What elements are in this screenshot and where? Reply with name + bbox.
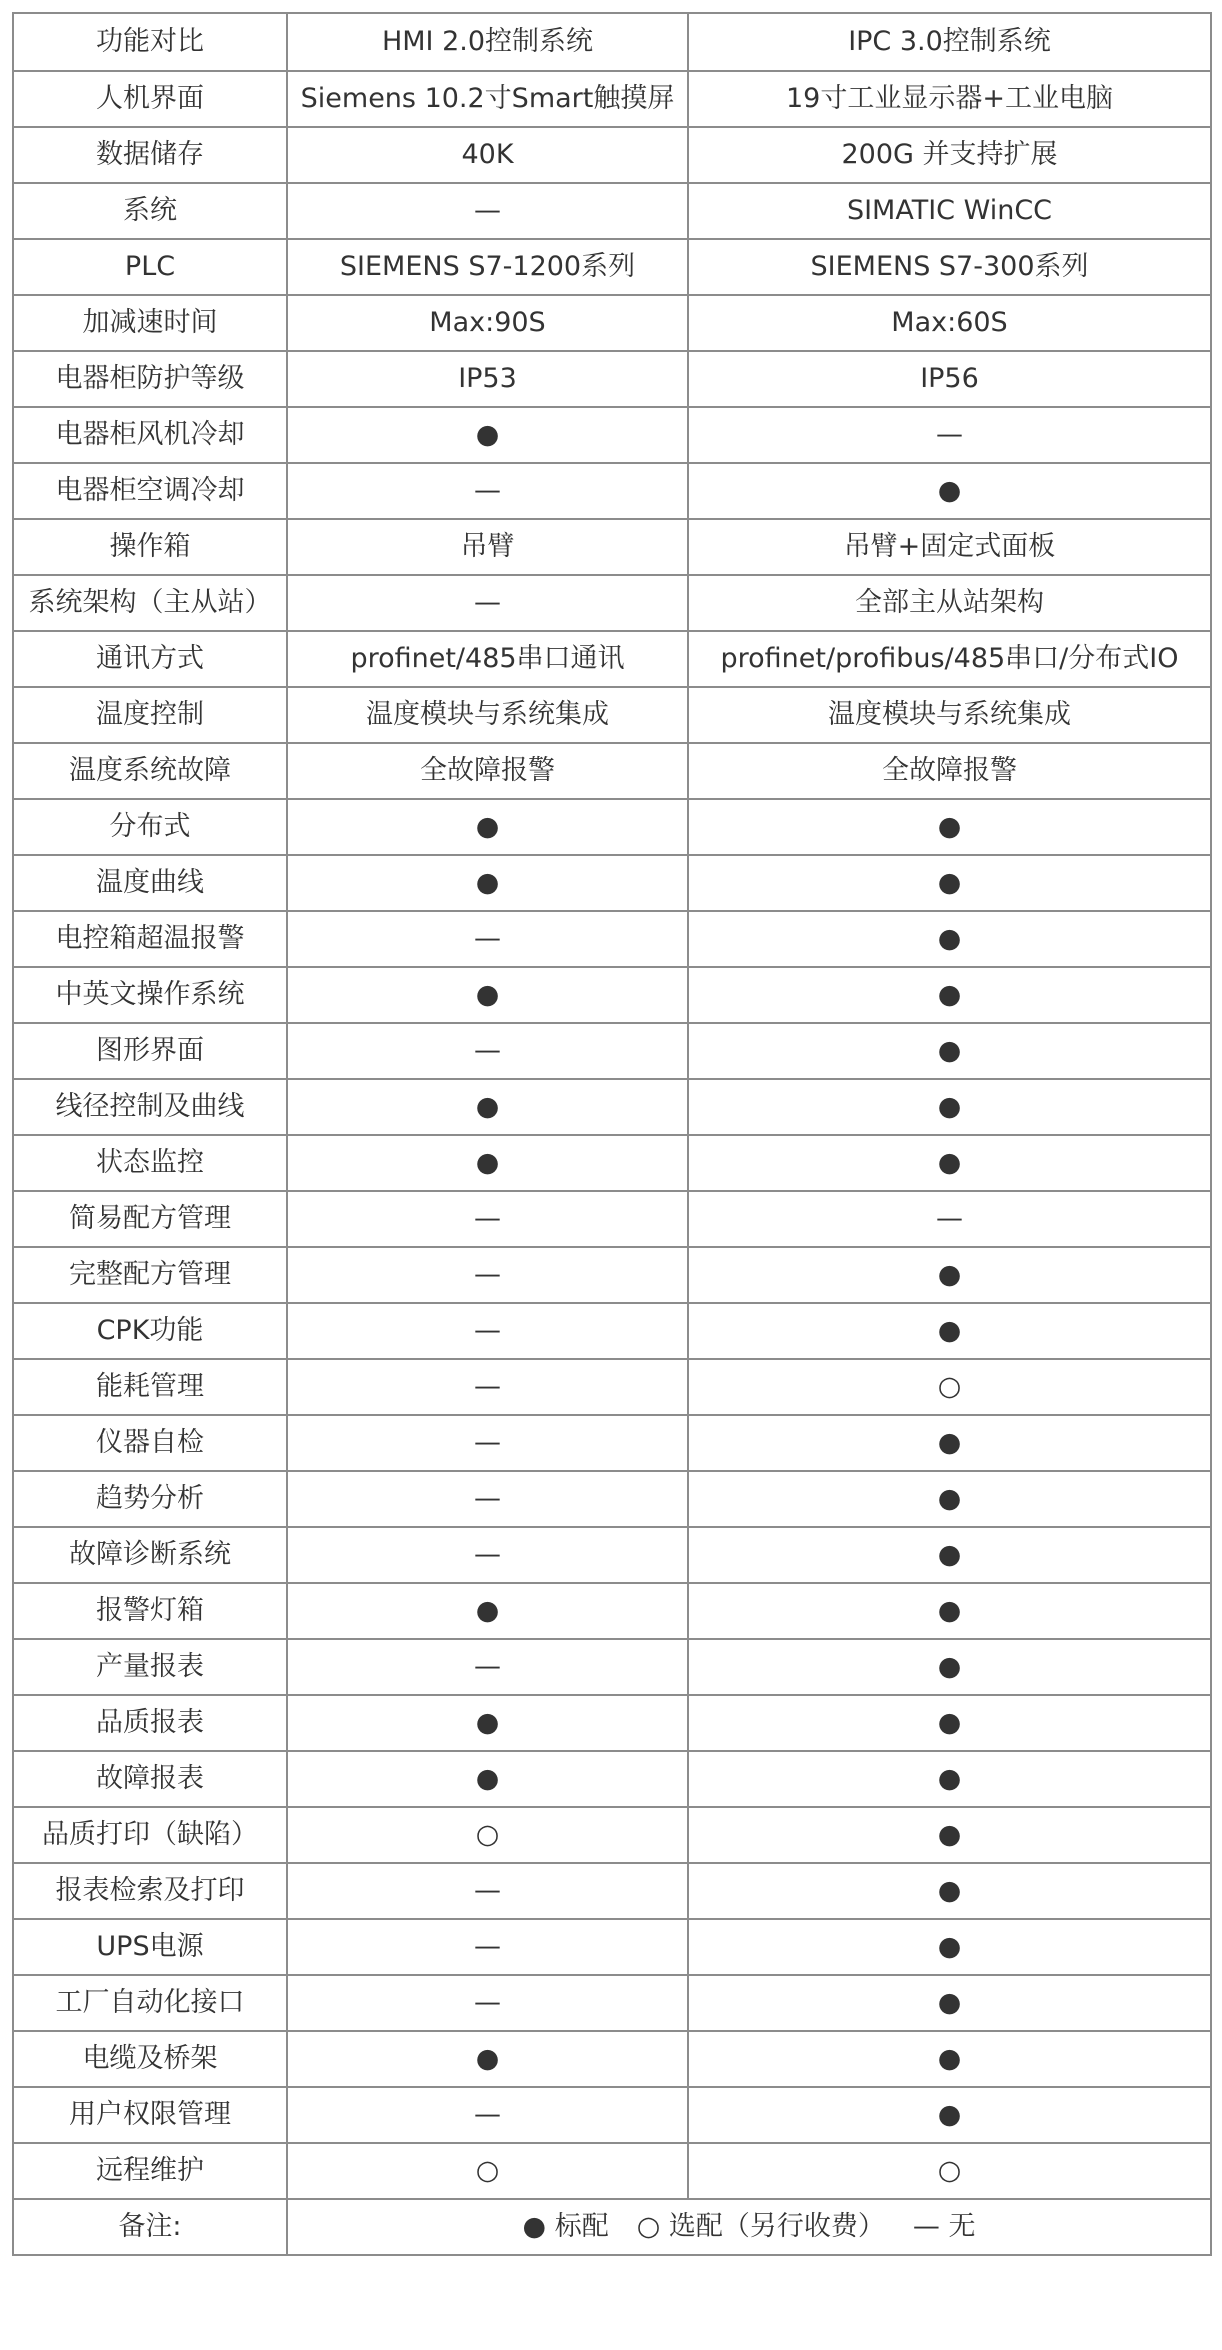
row-hmi-value: — — [287, 575, 688, 631]
table-row — [13, 1639, 1211, 1695]
row-feature: 报表检索及打印 — [13, 1863, 287, 1919]
row-ipc-value: 全故障报警 — [688, 743, 1211, 799]
row-feature: 简易配方管理 — [13, 1191, 287, 1247]
row-ipc-value: IP56 — [688, 351, 1211, 407]
legend-none: — 无 — [912, 2211, 976, 2242]
row-hmi-value: — — [287, 1863, 688, 1919]
table-row — [13, 687, 1211, 743]
comparison-table — [12, 12, 1212, 2256]
row-feature: 分布式 — [13, 799, 287, 855]
table-row — [13, 1807, 1211, 1863]
row-feature: 系统 — [13, 183, 287, 239]
table-row — [13, 1023, 1211, 1079]
row-hmi-value: ○ — [287, 1807, 688, 1863]
row-feature: CPK功能 — [13, 1303, 287, 1359]
row-feature: 远程维护 — [13, 2143, 287, 2199]
row-hmi-value: — — [287, 183, 688, 239]
row-feature: 系统架构（主从站） — [13, 575, 287, 631]
row-ipc-value: ● — [688, 911, 1211, 967]
row-ipc-value: 19寸工业显示器+工业电脑 — [688, 71, 1211, 127]
row-hmi-value: — — [287, 2087, 688, 2143]
table-row — [13, 295, 1211, 351]
header-ipc: IPC 3.0控制系统 — [688, 13, 1211, 71]
row-ipc-value: 全部主从站架构 — [688, 575, 1211, 631]
row-ipc-value: ● — [688, 1079, 1211, 1135]
row-ipc-value: ● — [688, 1303, 1211, 1359]
row-hmi-value: ● — [287, 2031, 688, 2087]
row-hmi-value: — — [287, 911, 688, 967]
row-hmi-value: ● — [287, 1583, 688, 1639]
row-hmi-value: ● — [287, 1695, 688, 1751]
row-hmi-value: — — [287, 1303, 688, 1359]
row-ipc-value: ● — [688, 1695, 1211, 1751]
footer-legend — [287, 2199, 1211, 2255]
row-hmi-value: 温度模块与系统集成 — [287, 687, 688, 743]
row-ipc-value: SIMATIC WinCC — [688, 183, 1211, 239]
table-row — [13, 1471, 1211, 1527]
table-row — [13, 2143, 1211, 2199]
legend-standard: ● 标配 — [522, 2211, 609, 2242]
row-feature: 完整配方管理 — [13, 1247, 287, 1303]
row-hmi-value: ● — [287, 799, 688, 855]
row-hmi-value: — — [287, 463, 688, 519]
table-row — [13, 799, 1211, 855]
table-row — [13, 1919, 1211, 1975]
row-hmi-value: ● — [287, 967, 688, 1023]
row-hmi-value: — — [287, 1247, 688, 1303]
row-ipc-value: ● — [688, 1471, 1211, 1527]
row-ipc-value: ● — [688, 1583, 1211, 1639]
row-hmi-value: ○ — [287, 2143, 688, 2199]
row-ipc-value: ● — [688, 1807, 1211, 1863]
row-ipc-value: ● — [688, 1639, 1211, 1695]
table-row — [13, 1079, 1211, 1135]
table-row — [13, 463, 1211, 519]
table-row — [13, 743, 1211, 799]
row-hmi-value: 吊臂 — [287, 519, 688, 575]
row-feature: 仪器自检 — [13, 1415, 287, 1471]
table-row — [13, 1135, 1211, 1191]
row-hmi-value: Siemens 10.2寸Smart触摸屏 — [287, 71, 688, 127]
row-ipc-value: Max:60S — [688, 295, 1211, 351]
table-row — [13, 1583, 1211, 1639]
row-ipc-value: ● — [688, 967, 1211, 1023]
row-ipc-value: ● — [688, 1023, 1211, 1079]
header-hmi: HMI 2.0控制系统 — [287, 13, 688, 71]
row-feature: PLC — [13, 239, 287, 295]
row-ipc-value: ○ — [688, 1359, 1211, 1415]
row-hmi-value: ● — [287, 855, 688, 911]
row-hmi-value: — — [287, 1975, 688, 2031]
row-ipc-value: ● — [688, 1247, 1211, 1303]
table-footer-row — [13, 2199, 1211, 2255]
row-feature: 中英文操作系统 — [13, 967, 287, 1023]
row-feature: 操作箱 — [13, 519, 287, 575]
table-row — [13, 631, 1211, 687]
header-feature: 功能对比 — [13, 13, 287, 71]
row-feature: 电控箱超温报警 — [13, 911, 287, 967]
row-feature: 电器柜空调冷却 — [13, 463, 287, 519]
row-hmi-value: — — [287, 1023, 688, 1079]
table-row — [13, 1359, 1211, 1415]
row-hmi-value: — — [287, 1527, 688, 1583]
table-row — [13, 1751, 1211, 1807]
row-feature: 加减速时间 — [13, 295, 287, 351]
footer-label: 备注: — [13, 2199, 287, 2255]
row-ipc-value: 吊臂+固定式面板 — [688, 519, 1211, 575]
row-feature: 温度控制 — [13, 687, 287, 743]
row-hmi-value: — — [287, 1359, 688, 1415]
row-feature: 温度系统故障 — [13, 743, 287, 799]
row-feature: 电器柜防护等级 — [13, 351, 287, 407]
row-ipc-value: SIEMENS S7-300系列 — [688, 239, 1211, 295]
table-row — [13, 1415, 1211, 1471]
table-row — [13, 1247, 1211, 1303]
row-hmi-value: 40K — [287, 127, 688, 183]
row-ipc-value: ○ — [688, 2143, 1211, 2199]
row-hmi-value: Max:90S — [287, 295, 688, 351]
table-row — [13, 71, 1211, 127]
row-hmi-value: — — [287, 1191, 688, 1247]
table-header-row — [13, 13, 1211, 71]
row-hmi-value: — — [287, 1639, 688, 1695]
row-ipc-value: — — [688, 407, 1211, 463]
row-feature: 状态监控 — [13, 1135, 287, 1191]
row-ipc-value: ● — [688, 799, 1211, 855]
row-hmi-value: — — [287, 1471, 688, 1527]
table-row — [13, 575, 1211, 631]
row-hmi-value: ● — [287, 1135, 688, 1191]
row-ipc-value: ● — [688, 2031, 1211, 2087]
row-hmi-value: IP53 — [287, 351, 688, 407]
row-hmi-value: 全故障报警 — [287, 743, 688, 799]
row-ipc-value: 200G 并支持扩展 — [688, 127, 1211, 183]
table-row — [13, 2031, 1211, 2087]
legend-optional: ○ 选配（另行收费） — [636, 2211, 885, 2242]
table-row — [13, 183, 1211, 239]
row-ipc-value: ● — [688, 1135, 1211, 1191]
row-ipc-value: ● — [688, 855, 1211, 911]
row-feature: 故障报表 — [13, 1751, 287, 1807]
table-row — [13, 519, 1211, 575]
row-ipc-value: ● — [688, 1863, 1211, 1919]
table-row — [13, 967, 1211, 1023]
table-row — [13, 1527, 1211, 1583]
row-feature: 通讯方式 — [13, 631, 287, 687]
comparison-table-container — [12, 12, 1212, 2256]
row-ipc-value: 温度模块与系统集成 — [688, 687, 1211, 743]
table-row — [13, 239, 1211, 295]
table-row — [13, 2087, 1211, 2143]
row-ipc-value: ● — [688, 2087, 1211, 2143]
row-hmi-value: — — [287, 1415, 688, 1471]
row-ipc-value: ● — [688, 1919, 1211, 1975]
row-ipc-value: ● — [688, 1751, 1211, 1807]
row-hmi-value: ● — [287, 407, 688, 463]
table-body — [13, 13, 1211, 2255]
row-feature: 电器柜风机冷却 — [13, 407, 287, 463]
row-feature: 电缆及桥架 — [13, 2031, 287, 2087]
row-hmi-value: SIEMENS S7-1200系列 — [287, 239, 688, 295]
row-ipc-value: ● — [688, 1527, 1211, 1583]
row-hmi-value: profinet/485串口通讯 — [287, 631, 688, 687]
row-feature: 品质打印（缺陷） — [13, 1807, 287, 1863]
row-feature: UPS电源 — [13, 1919, 287, 1975]
row-feature: 温度曲线 — [13, 855, 287, 911]
table-row — [13, 855, 1211, 911]
table-row — [13, 1695, 1211, 1751]
row-feature: 报警灯箱 — [13, 1583, 287, 1639]
table-row — [13, 1975, 1211, 2031]
row-feature: 线径控制及曲线 — [13, 1079, 287, 1135]
row-feature: 数据储存 — [13, 127, 287, 183]
row-feature: 产量报表 — [13, 1639, 287, 1695]
table-row — [13, 407, 1211, 463]
row-feature: 图形界面 — [13, 1023, 287, 1079]
table-row — [13, 1863, 1211, 1919]
row-ipc-value: ● — [688, 1975, 1211, 2031]
row-hmi-value: ● — [287, 1751, 688, 1807]
row-ipc-value: ● — [688, 463, 1211, 519]
table-row — [13, 911, 1211, 967]
row-hmi-value: — — [287, 1919, 688, 1975]
row-feature: 能耗管理 — [13, 1359, 287, 1415]
row-feature: 工厂自动化接口 — [13, 1975, 287, 2031]
row-feature: 用户权限管理 — [13, 2087, 287, 2143]
row-feature: 故障诊断系统 — [13, 1527, 287, 1583]
row-feature: 人机界面 — [13, 71, 287, 127]
table-row — [13, 1303, 1211, 1359]
row-ipc-value: profinet/profibus/485串口/分布式IO — [688, 631, 1211, 687]
row-ipc-value: ● — [688, 1415, 1211, 1471]
row-hmi-value: ● — [287, 1079, 688, 1135]
table-row — [13, 351, 1211, 407]
row-ipc-value: — — [688, 1191, 1211, 1247]
row-feature: 趋势分析 — [13, 1471, 287, 1527]
table-row — [13, 127, 1211, 183]
table-row — [13, 1191, 1211, 1247]
row-feature: 品质报表 — [13, 1695, 287, 1751]
